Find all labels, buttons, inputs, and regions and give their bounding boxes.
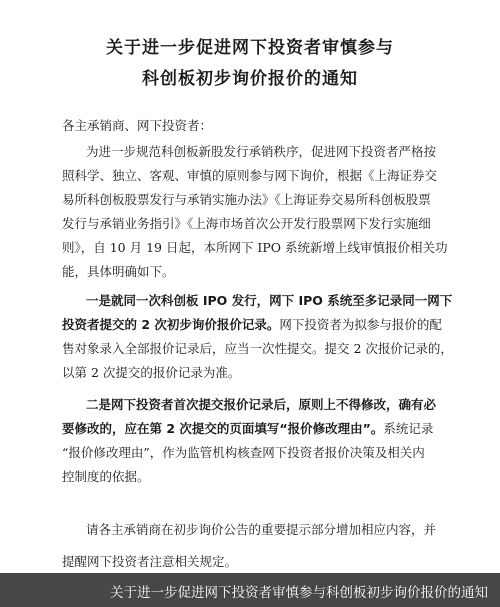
paragraph-1-line: 照科学、独立、客观、审慎的原则参与网下询价，根据《上海证券交: [62, 168, 438, 183]
paragraph-3-bold-line: 二是网下投资者首次提交报价记录后，原则上不得修改，确有必: [86, 397, 437, 412]
paragraph-2-line: 售对象录入全部报价记录后，应当一次性提交。提交 2 次报价记录的，: [62, 341, 453, 356]
image-caption: 关于进一步促进网下投资者审慎参与科创板初步询价报价的通知: [110, 585, 488, 601]
notice-title-line2: 科创板初步询价报价的通知: [142, 69, 358, 89]
paragraph-4-line: 请各主承销商在初步询价公告的重要提示部分增加相应内容，并: [86, 522, 437, 537]
paragraph-2-bold-text: 投资者提交的 2 次初步询价报价记录。: [62, 317, 280, 332]
paragraph-2-line: [62, 316, 444, 333]
notice-title-line1: 关于进一步促进网下投资者审慎参与: [106, 38, 394, 58]
paragraph-1-line: 则》，自 10 月 19 日起，本所网下 IPO 系统新增上线审慎报价相关功: [62, 240, 448, 255]
caption-bar: [0, 573, 500, 607]
paragraph-3-text: 系统记录: [383, 421, 434, 436]
paragraph-3-line: 控制度的依据。: [62, 469, 150, 484]
paragraph-2-text: 网下投资者为拟参与报价的配: [279, 317, 442, 332]
paragraph-1-line: 能，具体明确如下。: [62, 264, 175, 279]
paragraph-1-line: 发行与承销业务指引》《上海市场首次公开发行股票网下发行实施细: [62, 216, 431, 231]
paragraph-2-bold-line: 一是就同一次科创板 IPO 发行，网下 IPO 系统至多记录同一网下: [86, 293, 453, 308]
salutation: 各主承销商、网下投资者：: [62, 118, 213, 133]
paragraph-3-bold-text: 要修改的，应在第 2 次提交的页面填写“报价修改理由”。: [62, 421, 384, 436]
paragraph-1-line: 易所科创板股票发行与承销实施办法》《上海证券交易所科创板股票: [62, 192, 431, 207]
paragraph-4-line: 提醒网下投资者注意相关规定。: [62, 554, 238, 569]
paragraph-3-line: [62, 420, 444, 437]
paragraph-3-line: “报价修改理由”，作为监管机构核查网下投资者报价决策及相关内: [62, 445, 425, 460]
paragraph-2-line: 以第 2 次提交的报价记录为准。: [62, 365, 241, 380]
paragraph-1-line: 为进一步规范科创板新股发行承销秩序，促进网下投资者严格按: [86, 144, 437, 159]
